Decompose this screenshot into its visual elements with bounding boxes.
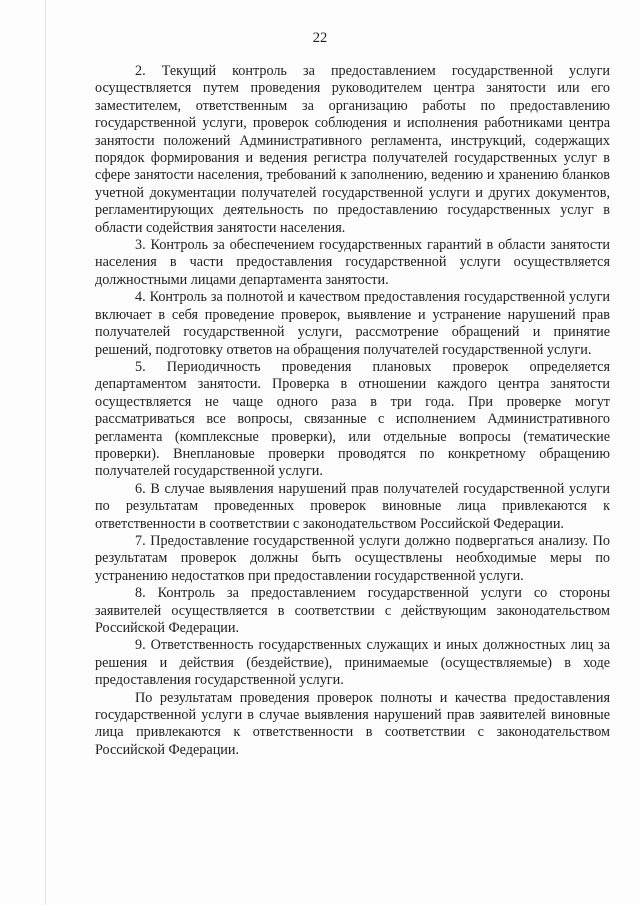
paragraph-9: 9. Ответственность государственных служащих и иных должностных лиц за решения и действия (бездействие), принимаемые (осуществляемые) в ходе предоставления государственной услуги. [95, 637, 610, 689]
page-edge-line [45, 0, 46, 905]
paragraph-3: 3. Контроль за обеспечением государственных гарантий в области занятости населения в части предоставления государственной услуги осуществляется должностными лицами департамента занятости. [95, 237, 610, 288]
paragraph-4: 4. Контроль за полнотой и качеством предоставления государственной услуги включает в себя проведение проверок, выявление и устранение нарушений прав получателей государственной услуги, рассмотрение обращений и принятие решений, подготовку ответов на обращения получателей государственной услуги. [95, 289, 610, 358]
paragraph-conclusion: По результатам проведения проверок полноты и качества предоставления государственной услуги в случае выявления нарушений прав заявителей виновные лица привлекаются к ответственности в соответствии с законодательством Российской Федерации. [95, 689, 610, 758]
page-number: 22 [312, 30, 328, 46]
paragraph-2: 2. Текущий контроль за предоставлением государственной услуги осуществляется путем проведения руководителем центра занятости или его заместителем, ответственным за организацию работы по предоставлению государственной услуги, проверок соблюдения и исполнения работниками центра занятости положений Административного регламента, инструкций, содержащих порядок формирования и ведения регистра получателей государственных услуг в сфере занятости населения, требований к заполнению, ведению и хранению бланков учетной документации получателей государственной услуги и других документов, регламентирующих деятельность по предоставлению государственных услуг в области содействия занятости населения. [95, 63, 610, 236]
paragraph-6: 6. В случае выявления нарушений прав получателей государственной услуги по результатам проведенных проверок виновные лица привлекаются к ответственности в соответствии с законодательством Российской Федерации. [95, 480, 610, 532]
document-body [95, 63, 610, 759]
paragraph-8: 8. Контроль за предоставлением государственной услуги со стороны заявителей осуществляется в соответствии с действующим законодательством Российской Федерации. [95, 585, 610, 636]
paragraph-7: 7. Предоставление государственной услуги должно подвергаться анализу. По результатам проверок должны быть осуществлены необходимые меры по устранению недостатков при предоставлении государственной услуги. [95, 532, 610, 584]
paragraph-5: 5. Периодичность проведения плановых проверок определяется департаментом занятости. Проверка в отношении каждого центра занятости осуществляется не чаще одного раза в три года. При проверке могут рассматриваться все вопросы, связанные с исполнением Административного регламента (комплексные проверки), или отдельные вопросы (тематические проверки). Внеплановые проверки проводятся по конкретному обращению получателей государственной услуги. [95, 358, 610, 480]
